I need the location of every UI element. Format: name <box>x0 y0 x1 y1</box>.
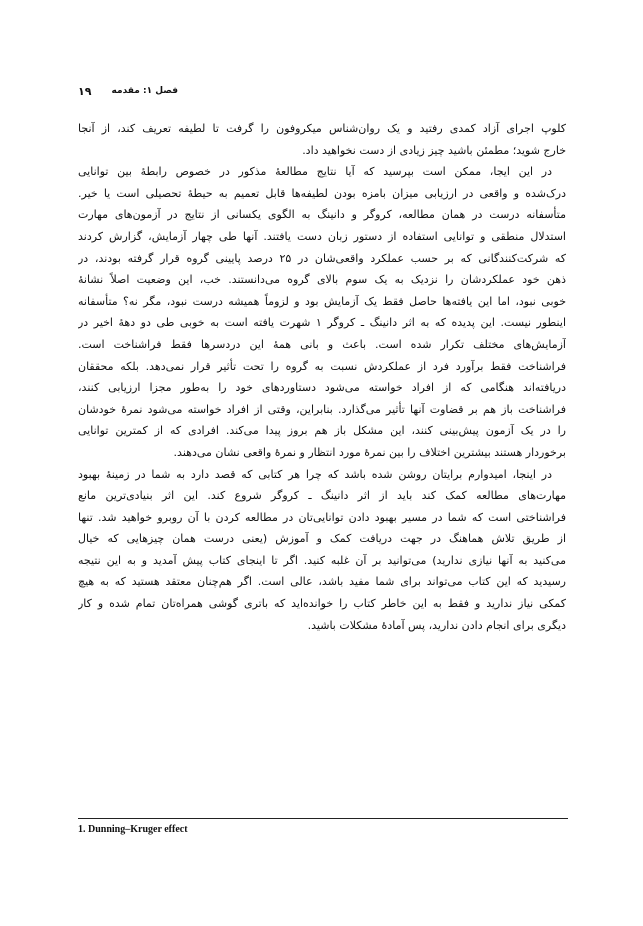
text-line: خارج شوید؛ مطمئن باشید چیز زیادی از دست نخواهید داد. <box>302 143 566 157</box>
body-text <box>78 118 566 636</box>
chapter-label: فصل ۱: مقدمه <box>111 86 178 96</box>
text-line: که شرکت‌کنندگانی که بر حسب عملکرد واقعی‌شان در ۲۵ درصد پایینی گروه قرار گرفته بودند، در <box>78 251 566 265</box>
text-line: استدلال منطقی و توانایی استفاده از دستور زبان دست یافتند. آنها طی چهار آزمایش، گزارش کردند <box>78 229 566 243</box>
text-line: را در یک آزمون پیش‌بینی کنند، این مشکل باز هم بروز پیدا می‌کند. افرادی که از کمترین توانایی <box>78 424 566 438</box>
text-line: درک‌شده و واقعی در ارزیابی میزان بامزه بودن لطیفه‌ها قابل تعمیم به حیطهٔ تحصیلی است یا خیر. <box>78 186 566 200</box>
text-line: فراشناخت فقط برآورد فرد از عملکردش نسبت به گروه را تحت تأثیر قرار نمی‌دهد. بلکه محققان <box>78 359 566 373</box>
text-line: کلوپ اجرای آزاد کمدی رفتید و یک روان‌شناس میکروفون را گرفت تا لطیفه تعریف کند، از آنجا <box>78 122 566 135</box>
paragraph <box>78 464 566 637</box>
text-line: می‌کنید به آنها نیازی ندارید) می‌توانید بر آن غلبه کنید. اگر تا اینجای کتاب پیش آمدید و به این نتیجه <box>78 553 566 567</box>
text-line: آزمایش‌های مختلف تکرار شده است. باعث و بانی همهٔ این دردسرها فقط فراشناخت است. <box>78 337 566 351</box>
text-line: دریافته‌اند هنگامی که از افراد خواسته می‌شود دستاوردهای خود را به‌طور مجزا ارزیابی کنند، <box>78 381 566 395</box>
text-line: متأسفانه درست در همان مطالعه، کروگر و دانینگ به الگوی یکسانی از نتایج در آزمون‌های مهارت <box>78 208 566 222</box>
text-line: رسیدید که این کتاب می‌تواند برای شما مفید باشد، عالی است. اگر هم‌چنان معتقد هستید که به هیچ <box>78 575 566 589</box>
text-line: دیگری برای انجام دادن ندارید، پس آمادهٔ مشکلات باشید. <box>307 618 566 632</box>
paragraph <box>78 161 566 463</box>
text-line: از طریق تلاش هماهنگ در جهت دریافت کمک و آموزش (یعنی درست همان چیزهایی که خیال <box>78 532 566 546</box>
paragraph <box>78 118 566 161</box>
page-number: ۱۹ <box>78 85 92 98</box>
text-line: اینطور نیست. این پدیده که به اثر دانینگ ـ کروگر ۱ شهرت یافته است به خوبی طی دو دههٔ اخیر در <box>78 316 566 330</box>
footnote-divider <box>78 818 568 819</box>
footnote: 1. Dunning–Kruger effect <box>78 824 188 835</box>
text-line: فراشناختی است که شما در مسیر بهبود دادن توانایی‌تان در مطالعه کردن با آن روبرو خواهید شد. تنها <box>78 510 566 524</box>
text-line: کمکی نیاز ندارید و فقط به این خاطر کتاب را خوانده‌اید که باتری گوشی همراه‌تان تمام شده و کار <box>78 597 566 611</box>
text-line: در اینجا، امیدوارم برایتان روشن شده باشد که چرا هر کتابی که قصد دارد به شما در زمینهٔ بهبود <box>78 467 552 481</box>
text-line: فراشناخت باز هم بر قضاوت آنها تأثیر می‌گذارد. بنابراین، وقتی از افراد خواسته می‌شود نمرهٔ خودشان <box>78 402 566 416</box>
text-line: برخوردار هستند بیشترین اختلاف را بین نمرهٔ مورد انتظار و نمرهٔ واقعی نشان می‌دهند. <box>173 445 566 459</box>
text-line: مهارت‌های مطالعه کمک کند باید از اثر دانینگ ـ کروگر شروع کند. این اثر بنیادی‌ترین مانع <box>78 489 566 503</box>
text-line: ذهن خود عملکردشان را نزدیک به یک سوم بالای گروه می‌دانستند. خب، این وضعیت اصلاً نشانهٔ <box>78 273 566 287</box>
page-header <box>78 85 178 101</box>
text-line: در این ایجا، ممکن است بپرسید که آیا نتایج مطالعهٔ مذکور در خصوص رابطهٔ بین توانایی <box>78 165 552 179</box>
text-line: خوبی نبود، اما این یافته‌ها حاصل فقط یک آزمایش بود و لزوماً همیشه درست نبود، مگر نه؟ متأسفانه <box>78 294 566 308</box>
